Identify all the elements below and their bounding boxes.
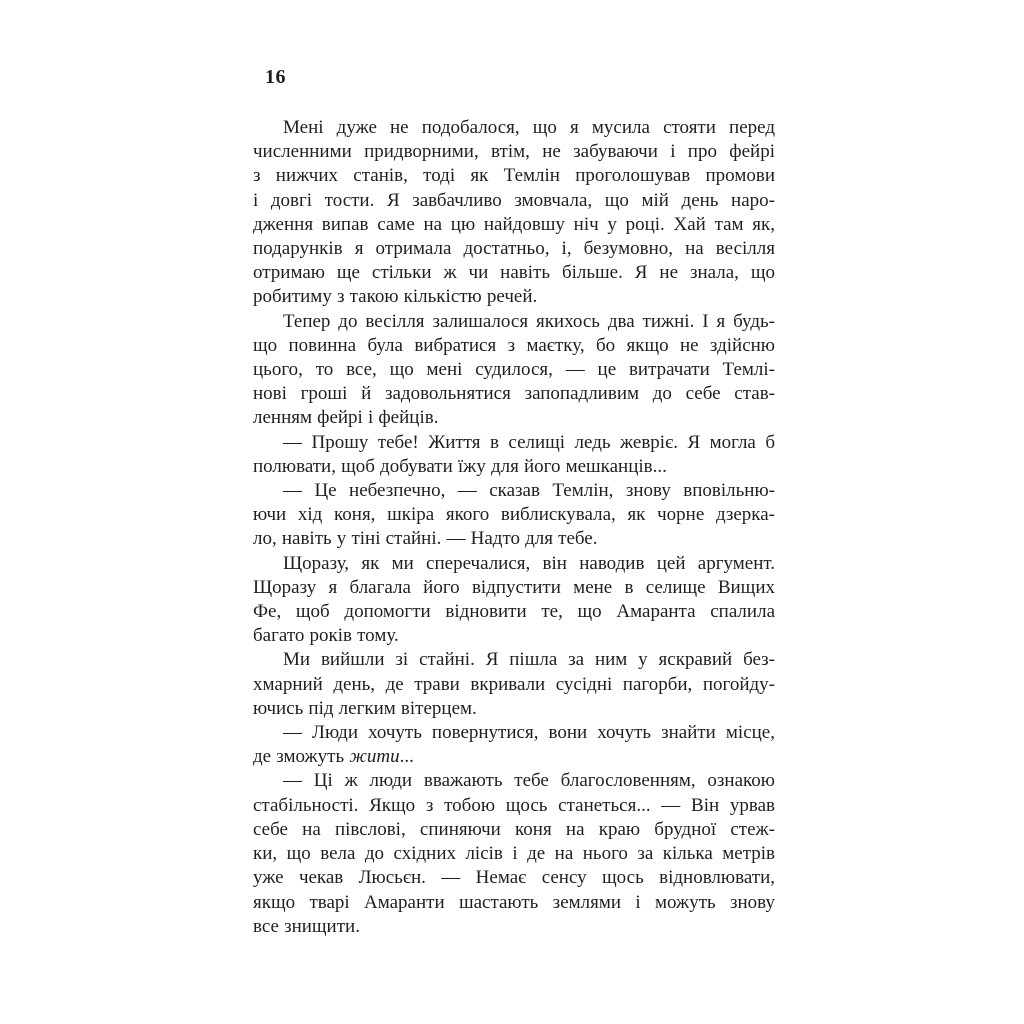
text-line: Щоразу, як ми сперечалися, він наводив цей аргумент. <box>283 552 775 574</box>
paragraph <box>253 310 775 431</box>
text-line: — Прошу тебе! Життя в селищі ледь жевріє. Я могла б <box>283 431 775 453</box>
text-line: отримаю ще стільки ж чи навіть більше. Я не знала, що <box>253 262 775 284</box>
paragraph <box>253 116 775 310</box>
text-line: дження випав саме на цю найдовшу ніч у році. Хай там як, <box>253 213 775 235</box>
text-line: Щоразу я благала його відпустити мене в селище Вищих <box>253 576 775 598</box>
plain-text: де зможуть <box>253 746 350 768</box>
text-line: — Ці ж люди вважають тебе благословенням, ознакою <box>283 770 775 792</box>
text-line: полювати, щоб добувати їжу для його мешканців... <box>253 455 667 477</box>
text-line <box>253 745 775 769</box>
text-line: подарунків я отримала достатньо, і, безумовно, на весілля <box>253 238 775 260</box>
text-line: Тепер до весілля залишалося якихось два тижні. І я будь- <box>283 310 775 332</box>
text-line: стабільності. Якщо з тобою щось станеться... — Він урвав <box>253 794 775 816</box>
text-line: — Люди хочуть повернутися, вони хочуть знайти місце, <box>283 722 775 744</box>
text-line: цього, то все, що мені судилося, — це витрачати Темлі- <box>253 359 775 381</box>
paragraph <box>253 721 775 769</box>
text-line: все знищити. <box>253 915 360 937</box>
page-text <box>253 116 775 939</box>
text-line: робитиму з такою кількістю речей. <box>253 286 538 308</box>
text-line: багато років тому. <box>253 625 399 647</box>
text-line: себе на півслові, спиняючи коня на краю брудної стеж- <box>253 818 775 840</box>
text-line: що повинна була вибратися з маєтку, бо якщо не здійсню <box>253 334 775 356</box>
paragraph <box>253 479 775 552</box>
plain-text: ... <box>399 746 414 768</box>
text-line: якщо тварі Амаранти шастають землями і можуть знову <box>253 891 775 913</box>
text-line: з нижчих станів, тоді як Темлін проголошував промови <box>253 165 775 187</box>
paragraph <box>253 648 775 721</box>
text-line: ючи хід коня, шкіра якого виблискувала, як чорне дзерка- <box>253 504 775 526</box>
text-line: уже чекав Люсьєн. — Немає сенсу щось відновлювати, <box>253 867 775 889</box>
text-line: ло, навіть у тіні стайні. — Надто для тебе. <box>253 528 598 550</box>
text-line: хмарний день, де трави вкривали сусідні пагорби, погойду- <box>253 673 775 695</box>
paragraph <box>253 431 775 479</box>
text-line: Мені дуже не подобалося, що я мусила стояти перед <box>283 117 775 138</box>
text-line: ленням фейрі і фейців. <box>253 407 439 429</box>
text-line: нові гроші й задовольнятися запопадливим до себе став- <box>253 383 775 405</box>
italic-text: жити <box>349 746 400 768</box>
text-line: ки, що вела до східних лісів і де на нього за кілька метрів <box>253 843 775 865</box>
text-line: ючись під легким вітерцем. <box>253 697 477 719</box>
text-line: численними придворними, втім, не забуваючи і про фейрі <box>253 141 775 163</box>
paragraph <box>253 552 775 649</box>
text-line: Ми вийшли зі стайні. Я пішла за ним у яскравий без- <box>283 649 775 671</box>
text-line: — Це небезпечно, — сказав Темлін, знову вповільню- <box>283 480 775 502</box>
text-line: і довгі тости. Я завбачливо змовчала, що мій день наро- <box>253 189 775 211</box>
text-line: Фе, щоб допомогти відновити те, що Амаранта спалила <box>253 601 775 623</box>
paragraph <box>253 769 775 938</box>
page-number: 16 <box>265 66 286 88</box>
